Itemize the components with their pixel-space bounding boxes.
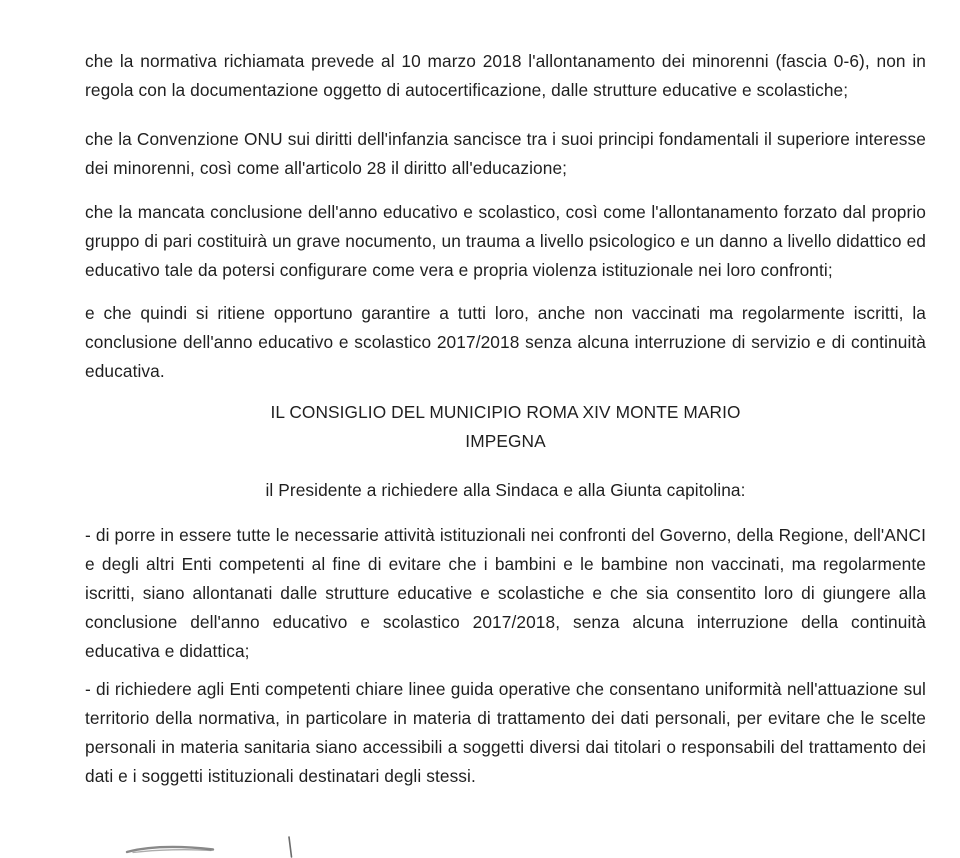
- premise-paragraph: che la normativa richiamata prevede al 10 marzo 2018 l'allontanamento dei minorenni (fascia 0-6), non in regola con la documentazione oggetto di autocertificazione, dalle strutture educative e scolastiche;: [85, 51, 926, 100]
- signature-loop-stroke: [133, 850, 211, 853]
- council-heading: IL CONSIGLIO DEL MUNICIPIO ROMA XIV MONTE MARIO: [270, 402, 741, 422]
- premise-paragraph: che la mancata conclusione dell'anno educativo e scolastico, così come l'allontanamento forzato dal proprio gruppo di pari costituirà un grave nocumento, un trauma a livello psicologico e un danno a livello didattico ed educativo tale da potersi configurare come vera e propria violenza istituzionale nei loro confronti;: [85, 202, 926, 280]
- signature-mark: [103, 831, 313, 858]
- commitment-intro: il Presidente a richiedere alla Sindaca e alla Giunta capitolina:: [265, 480, 746, 500]
- signature-tick-stroke: [289, 837, 292, 857]
- document-body: [85, 47, 926, 791]
- premise-paragraph: e che quindi si ritiene opportuno garantire a tutti loro, anche non vaccinati ma regolarmente iscritti, la conclusione dell'anno educativo e scolastico 2017/2018 senza alcuna interruzione di servizio e di continuità educativa.: [85, 303, 926, 381]
- commitment-paragraph: - di porre in essere tutte le necessarie attività istituzionali nei confronti del Governo, della Regione, dell'ANCI e degli altri Enti competenti al fine di evitare che i bambini e le bambine non vaccinati, ma regolarmente iscritti, siano allontanati dalle strutture educative e scolastiche e che sia consentito loro di giungere alla conclusione dell'anno educativo e scolastico 2017/2018, senza alcuna interruzione della continuità educativa e didattica;: [85, 525, 926, 661]
- premise-paragraph: che la Convenzione ONU sui diritti dell'infanzia sancisce tra i suoi principi fondamentali il superiore interesse dei minorenni, così come all'articolo 28 il diritto all'educazione;: [85, 129, 926, 178]
- commitment-paragraph: - di richiedere agli Enti competenti chiare linee guida operative che consentano uniformità nell'attuazione sul territorio della normativa, in particolare in materia di trattamento dei dati personali, per evitare che le scelte personali in materia sanitaria siano accessibili a soggetti diversi dai titolari o responsabili del trattamento dei dati e i soggetti istituzionali destinatari degli stessi.: [85, 679, 926, 786]
- impegna-heading: IMPEGNA: [465, 431, 546, 451]
